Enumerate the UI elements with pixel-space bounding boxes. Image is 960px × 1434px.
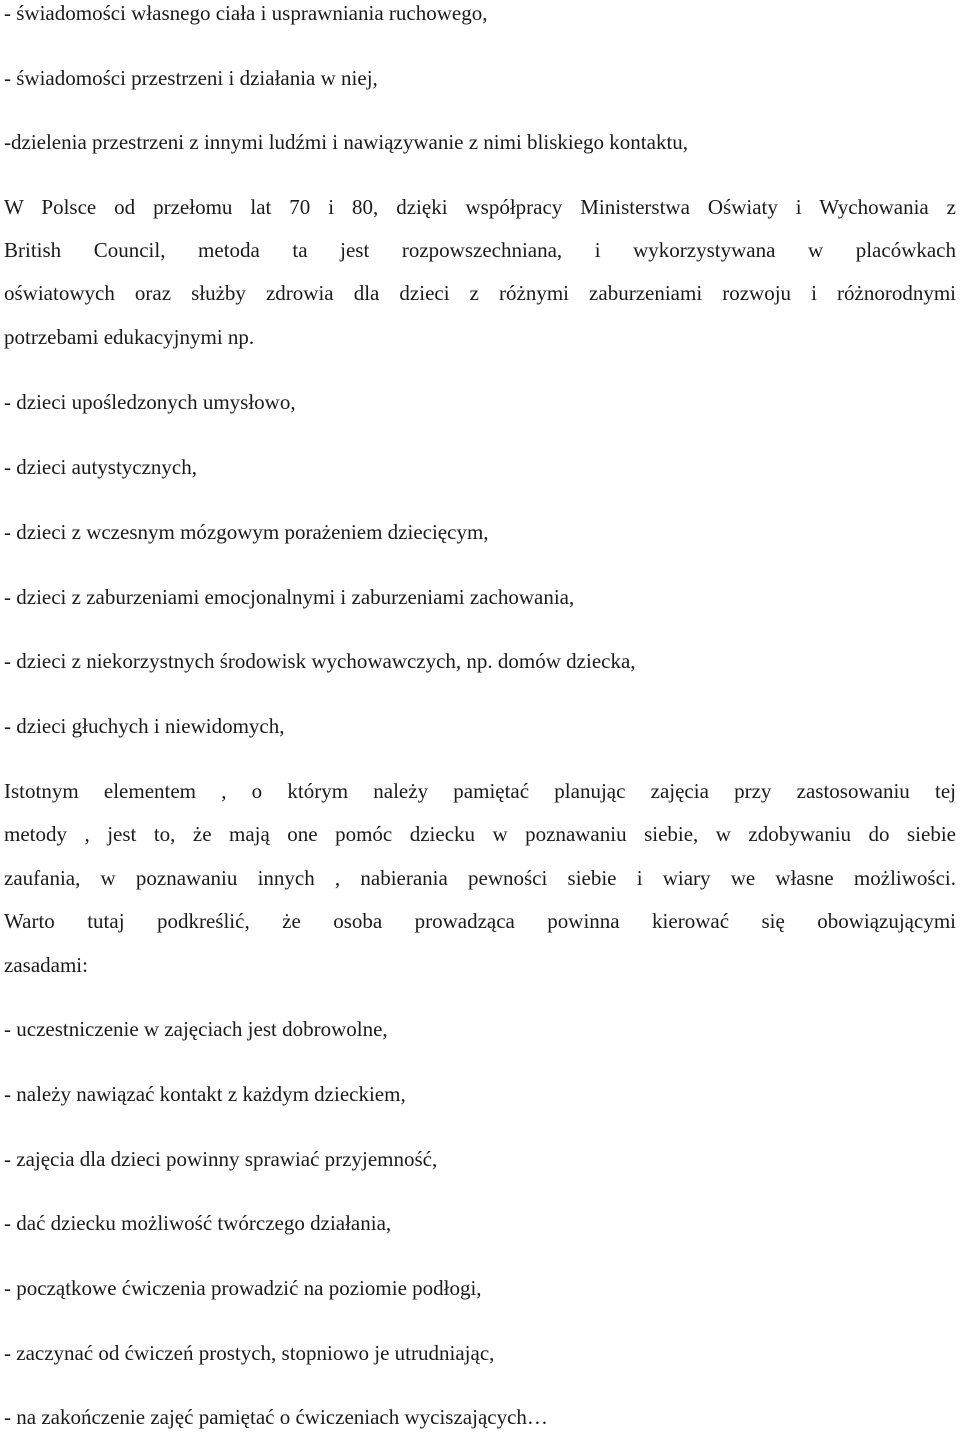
text-line: - należy nawiązać kontakt z każdym dzieckiem, [4, 1082, 406, 1106]
text-line: oświatowych oraz służby zdrowia dla dzieci z różnymi zaburzeniami rozwoju i różnorodnymi [4, 281, 956, 305]
text-line: - zajęcia dla dzieci powinny sprawiać przyjemność, [4, 1147, 438, 1171]
text-line: metody , jest to, że mają one pomóc dziecku w poznawaniu siebie, w zdobywaniu do siebie [4, 822, 956, 846]
text-line: - zaczynać od ćwiczeń prostych, stopniowo je utrudniając, [4, 1341, 495, 1365]
text-line: potrzebami edukacyjnymi np. [4, 325, 255, 349]
text-line: - dać dziecku możliwość twórczego działania, [4, 1211, 392, 1235]
text-line: zaufania, w poznawaniu innych , nabierania pewności siebie i wiary we własne możliwości. [4, 866, 956, 890]
text-line: Istotnym elementem , o którym należy pamiętać planując zajęcia przy zastosowaniu tej [4, 779, 956, 803]
text-line: - początkowe ćwiczenia prowadzić na poziomie podłogi, [4, 1276, 482, 1300]
text-line: - dzieci z wczesnym mózgowym porażeniem dziecięcym, [4, 520, 489, 544]
text-line: - na zakończenie zajęć pamiętać o ćwiczeniach wyciszających… [4, 1405, 548, 1429]
text-line: W Polsce od przełomu lat 70 i 80, dzięki współpracy Ministerstwa Oświaty i Wychowania z [4, 195, 956, 219]
text-line: - świadomości własnego ciała i usprawniania ruchowego, [4, 1, 488, 25]
text-line: zasadami: [4, 953, 88, 977]
text-line: - dzieci z zaburzeniami emocjonalnymi i zaburzeniami zachowania, [4, 585, 575, 609]
text-line: British Council, metoda ta jest rozpowszechniana, i wykorzystywana w placówkach [4, 238, 956, 262]
text-line: - dzieci z niekorzystnych środowisk wychowawczych, np. domów dziecka, [4, 649, 636, 673]
text-line: - uczestniczenie w zajęciach jest dobrowolne, [4, 1017, 388, 1041]
text-line: Warto tutaj podkreślić, że osoba prowadząca powinna kierować się obowiązującymi [4, 909, 956, 933]
text-line: - dzieci autystycznych, [4, 455, 197, 479]
text-line: - dzieci głuchych i niewidomych, [4, 714, 285, 738]
text-line: - świadomości przestrzeni i działania w niej, [4, 66, 378, 90]
text-line: - dzieci upośledzonych umysłowo, [4, 390, 296, 414]
text-line: -dzielenia przestrzeni z innymi ludźmi i nawiązywanie z nimi bliskiego kontaktu, [4, 130, 689, 154]
